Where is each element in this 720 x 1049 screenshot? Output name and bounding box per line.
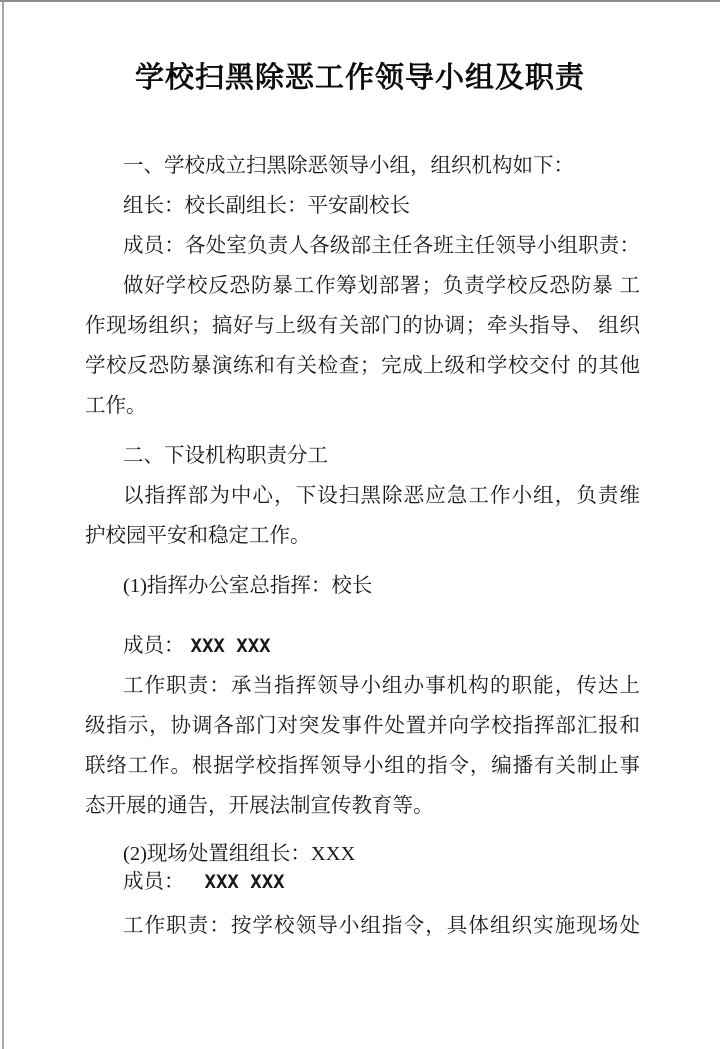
paragraph-line-group-leader: 组长：校长副组长：平安副校长	[123, 195, 410, 217]
members-label: 成员：	[123, 871, 185, 893]
paragraph-line-duties-4: 工作。	[85, 395, 147, 417]
paragraph-line-office-duty-3: 联络工作。根据学校指挥领导小组的指令，编播有关制止事	[85, 755, 640, 777]
paragraph-line-office-duty-4: 态开展的通告，开展法制宣传教育等。	[85, 795, 434, 817]
scan-edge-line	[2, 2, 4, 1049]
paragraph-line-section2-heading: 二、下设机构职责分工	[123, 445, 328, 467]
paragraph-line-duties-1: 做好学校反恐防暴工作筹划部署；负责学校反恐防暴 工	[123, 275, 640, 297]
paragraph-line-scene-group-heading: (2)现场处置组组长：XXX	[123, 843, 356, 865]
paragraph-line-office-duty-1: 工作职责：承当指挥领导小组办事机构的职能，传达上	[123, 675, 640, 697]
document-title: 学校扫黑除恶工作领导小组及职责	[134, 62, 585, 94]
paragraph-line-office-members	[85, 626, 640, 666]
members-placeholder-names: XXX XXX	[204, 871, 285, 893]
paragraph-line-office-heading: (1)指挥办公室总指挥：校长	[123, 575, 373, 597]
document-body	[85, 146, 640, 946]
paragraph-line-scene-duty-1: 工作职责：按学校领导小组指令，具体组织实施现场处	[123, 915, 640, 937]
paragraph-line-section1-heading: 一、学校成立扫黑除恶领导小组，组织机构如下：	[123, 155, 574, 177]
paragraph-line-members: 成员：各处室负责人各级部主任各班主任领导小组职责：	[123, 235, 640, 257]
members-label: 成员：	[123, 635, 185, 657]
members-placeholder-names: XXX XXX	[190, 635, 271, 657]
paragraph-line-command-1: 以指挥部为中心，下设扫黑除恶应急工作小组，负责维	[123, 485, 640, 507]
paragraph-line-duties-2: 作现场组织；搞好与上级有关部门的协调；牵头指导、 组织	[85, 315, 640, 337]
paragraph-line-command-2: 护校园平安和稳定工作。	[85, 525, 311, 547]
paragraph-line-scene-members	[85, 868, 640, 896]
paragraph-line-office-duty-2: 级指示，协调各部门对突发事件处置并向学校指挥部汇报和	[85, 715, 640, 737]
paragraph-line-duties-3: 学校反恐防暴演练和有关检查；完成上级和学校交付 的其他	[85, 355, 640, 377]
